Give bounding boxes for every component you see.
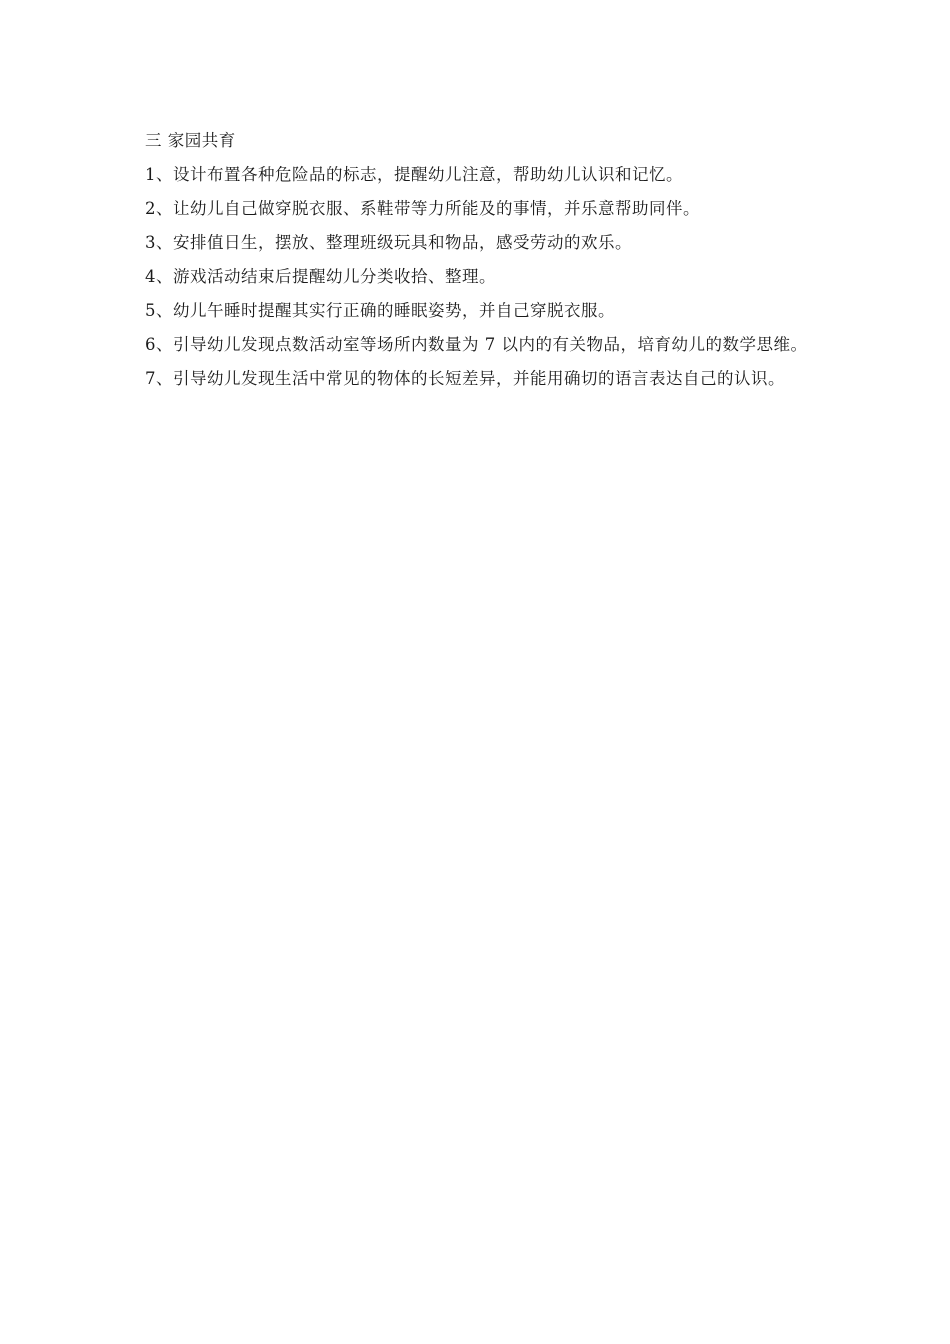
list-item-5: 5、幼儿午睡时提醒其实行正确的睡眠姿势，并自己穿脱衣服。 (145, 301, 615, 320)
list-item-4: 4、游戏活动结束后提醒幼儿分类收拾、整理。 (145, 267, 496, 286)
section-content (145, 124, 810, 396)
section-heading: 三 家园共育 (145, 131, 236, 150)
list-item-2: 2、让幼儿自己做穿脱衣服、系鞋带等力所能及的事情，并乐意帮助同伴。 (145, 199, 700, 218)
list-item-1: 1、设计布置各种危险品的标志，提醒幼儿注意，帮助幼儿认识和记忆。 (145, 165, 683, 184)
list-item-7: 7、引导幼儿发现生活中常见的物体的长短差异，并能用确切的语言表达自己的认识。 (145, 369, 785, 388)
list-item-6: 6、引导幼儿发现点数活动室等场所内数量为 7 以内的有关物品，培育幼儿的数学思维。 (145, 335, 808, 354)
list-item-3: 3、安排值日生，摆放、整理班级玩具和物品，感受劳动的欢乐。 (145, 233, 632, 252)
